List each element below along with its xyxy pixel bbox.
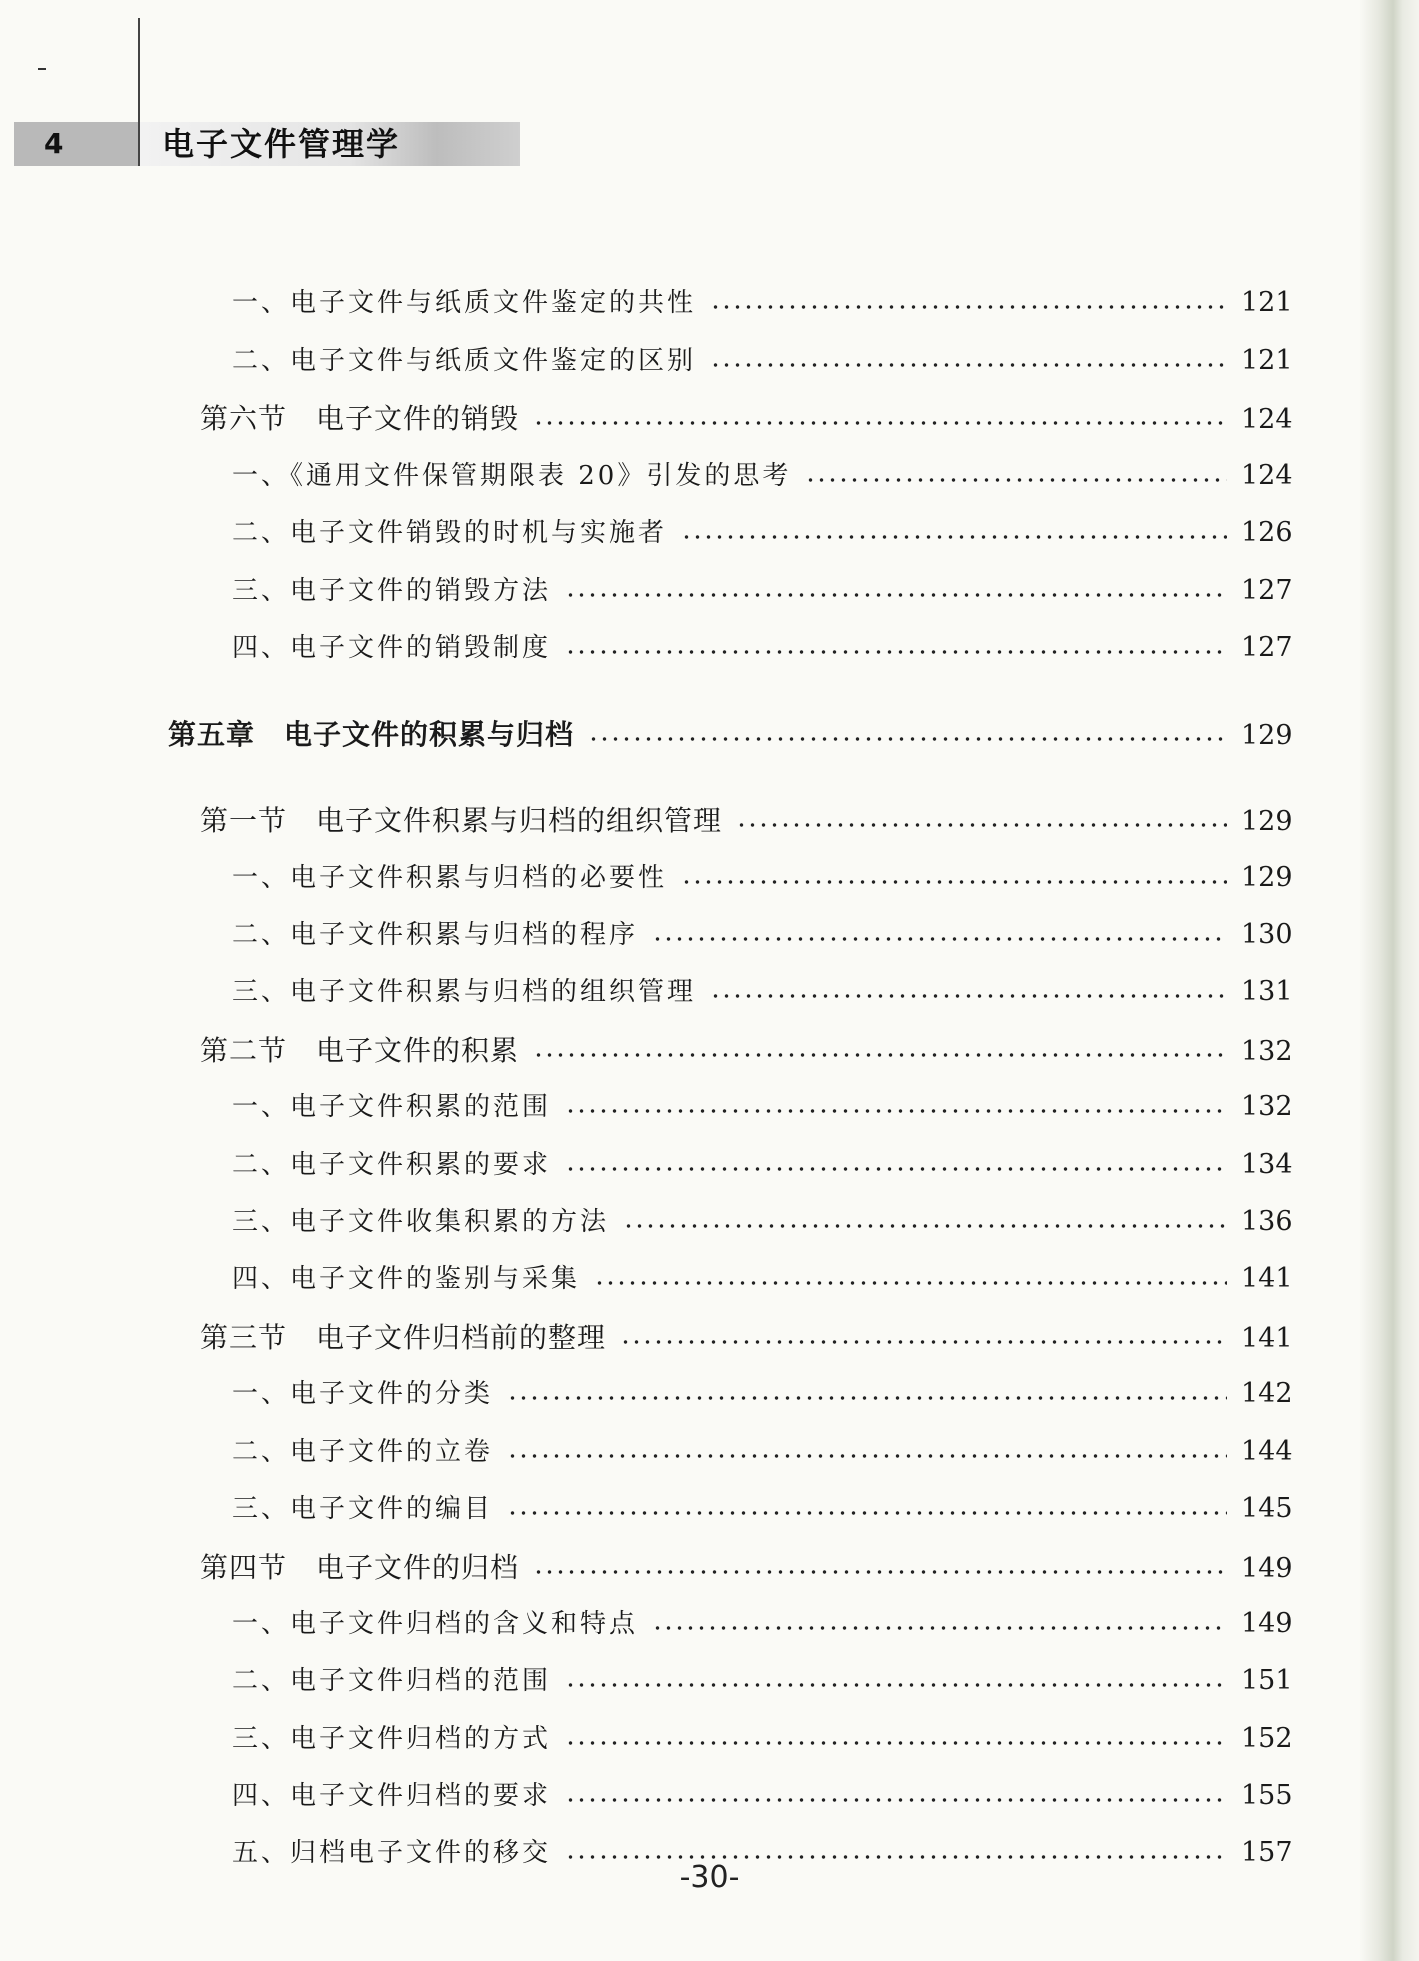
header-mark [38,68,46,70]
toc-leader-dots [565,1109,1227,1113]
toc-entry-label: 二、电子文件与纸质文件鉴定的区别 [232,346,697,376]
toc-entry-label: 第三节 电子文件归档前的整理 [200,1321,607,1354]
toc-entry-section [200,1546,1293,1586]
toc-entry-page: 149 [1241,1608,1293,1639]
toc-entry-label: 二、电子文件的立卷 [232,1437,494,1467]
toc-leader-dots [623,1224,1227,1228]
toc-leader-dots [533,1570,1227,1574]
toc-entry-label: 二、电子文件积累的要求 [232,1150,552,1180]
toc-entry-item [232,1775,1293,1812]
toc-entry-label: 一、电子文件归档的含义和特点 [232,1609,639,1639]
toc-entry-item [232,1086,1293,1123]
toc-entry-label: 第一节 电子文件积累与归档的组织管理 [200,804,723,837]
toc-entry-page: 127 [1241,575,1293,606]
toc-entry-page: 155 [1241,1780,1293,1811]
toc-entry-item [232,1488,1293,1525]
toc-entry-page: 134 [1241,1149,1293,1180]
toc-entry-item [232,627,1293,664]
toc-leader-dots [565,1741,1227,1745]
toc-leader-dots [507,1511,1227,1515]
toc-entry-item [232,971,1293,1008]
toc-entry-page: 144 [1241,1436,1293,1467]
toc-entry-page: 131 [1241,976,1293,1007]
toc-leader-dots [565,1683,1227,1687]
toc-leader-dots [565,1855,1227,1859]
toc-leader-dots [652,937,1227,941]
toc-entry-item [232,1660,1293,1697]
toc-entry-label: 三、电子文件的编目 [232,1494,494,1524]
toc-entry-page: 145 [1241,1493,1293,1524]
toc-entry-section [200,397,1293,437]
toc-entry-item [232,282,1293,319]
header-page-number: 4 [14,122,138,166]
toc-entry-item [232,455,1293,492]
toc-leader-dots [805,478,1227,482]
toc-entry-label: 四、电子文件的鉴别与采集 [232,1264,581,1294]
toc-entry-page: 129 [1241,862,1293,893]
toc-entry-label: 三、电子文件归档的方式 [232,1724,552,1754]
toc-entry-page: 127 [1241,632,1293,663]
toc-entry-page: 124 [1241,460,1293,491]
toc-entry-item [232,570,1293,607]
toc-leader-dots [652,1626,1227,1630]
toc-entry-page: 157 [1241,1837,1293,1868]
toc-leader-dots [565,650,1227,654]
toc-entry-section [200,799,1293,839]
toc-entry-page: 124 [1241,404,1293,435]
toc-entry-page: 121 [1241,287,1293,318]
toc-leader-dots [507,1396,1227,1400]
toc-entry-page: 132 [1241,1091,1293,1122]
toc-entry-item [232,1201,1293,1238]
toc-entry-item [232,1718,1293,1755]
toc-entry-item [232,1258,1293,1295]
toc-leader-dots [710,994,1227,998]
toc-entry-label: 一、电子文件与纸质文件鉴定的共性 [232,288,697,318]
toc-entry-page: 129 [1241,720,1293,751]
toc-entry-item [232,1603,1293,1640]
footer-page-label: -30- [679,1860,740,1895]
toc-entry-item [232,1144,1293,1181]
toc-entry-item [232,1431,1293,1468]
toc-leader-dots [533,1053,1227,1057]
toc-leader-dots [681,880,1227,884]
toc-entry-page: 149 [1241,1553,1293,1584]
toc-entry-label: 五、归档电子文件的移交 [232,1838,552,1868]
toc-entry-page: 142 [1241,1378,1293,1409]
toc-leader-dots [594,1281,1227,1285]
toc-entry-label: 三、电子文件积累与归档的组织管理 [232,977,697,1007]
toc-entry-item [232,340,1293,377]
toc-leader-dots [620,1340,1227,1344]
toc-entry-section [200,1029,1293,1069]
toc-entry-page: 141 [1241,1263,1293,1294]
toc-entry-label: 四、电子文件的销毁制度 [232,633,552,663]
toc-entry-label: 三、电子文件的销毁方法 [232,576,552,606]
toc-entry-page: 132 [1241,1036,1293,1067]
toc-entry-page: 136 [1241,1206,1293,1237]
toc-entry-label: 一、电子文件的分类 [232,1379,494,1409]
page-binding-edge [1359,0,1419,1961]
toc-entry-label: 二、电子文件积累与归档的程序 [232,920,639,950]
toc-entry-label: 一、电子文件积累的范围 [232,1092,552,1122]
toc-entry-section [200,1316,1293,1356]
toc-leader-dots [681,535,1227,539]
toc-entry-label: 一、《通用文件保管期限表 20》引发的思考 [232,461,792,491]
header-book-title: 电子文件管理学 [162,125,401,163]
toc-entry-item [232,857,1293,894]
toc-entry-page: 129 [1241,806,1293,837]
toc-entry-page: 130 [1241,919,1293,950]
toc-entry-label: 二、电子文件归档的范围 [232,1666,552,1696]
toc-entry-page: 151 [1241,1665,1293,1696]
toc-leader-dots [588,737,1227,741]
toc-leader-dots [507,1454,1227,1458]
toc-entry-item [232,512,1293,549]
toc-entry-label: 四、电子文件归档的要求 [232,1781,552,1811]
toc-entry-item [232,914,1293,951]
toc-entry-label: 第六节 电子文件的销毁 [200,402,520,435]
toc-entry-page: 141 [1241,1323,1293,1354]
toc-leader-dots [736,823,1227,827]
toc-leader-dots [710,363,1227,367]
toc-entry-label: 第五章 电子文件的积累与归档 [168,718,575,751]
toc-leader-dots [533,421,1227,425]
toc-entry-chapter [168,713,1293,753]
toc-leader-dots [565,1167,1227,1171]
toc-entry-label: 一、电子文件积累与归档的必要性 [232,863,668,893]
toc-entry-label: 二、电子文件销毁的时机与实施者 [232,518,668,548]
toc-entry-page: 121 [1241,345,1293,376]
toc-entry-page: 126 [1241,517,1293,548]
toc-entry-label: 第二节 电子文件的积累 [200,1034,520,1067]
toc-entry-label: 第四节 电子文件的归档 [200,1551,520,1584]
toc-entry-item [232,1373,1293,1410]
toc-leader-dots [710,305,1227,309]
toc-entry-label: 三、电子文件收集积累的方法 [232,1207,610,1237]
toc-entry-page: 152 [1241,1723,1293,1754]
toc-leader-dots [565,593,1227,597]
toc-leader-dots [565,1798,1227,1802]
